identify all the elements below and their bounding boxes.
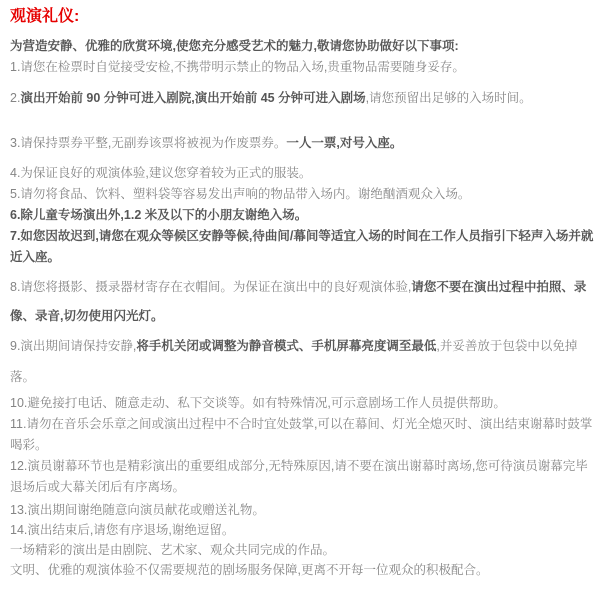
bold-text-run: 为营造安静、优雅的欣赏环境,使您充分感受艺术的魅力,敬请您协助做好以下事项: <box>10 39 459 53</box>
item-2 <box>10 88 594 109</box>
text-run: ,请您预留出足够的入场时间。 <box>365 91 532 105</box>
text-run: 2. <box>10 91 21 105</box>
bold-text-run: 7.如您因故迟到,请您在观众等候区安静等候,待曲间/幕间等适宜入场的时间在工作人员指引下轻声入场并就近入座。 <box>10 229 594 264</box>
page-title: 观演礼仪: <box>10 8 80 25</box>
text-run: 11.请勿在音乐会乐章之间或演出过程中不合时宜处鼓掌,可以在幕间、灯光全熄灭时、演出结束谢幕时鼓掌喝彩。 <box>10 417 593 452</box>
text-run: 1.请您在检票时自觉接受安检,不携带明示禁止的物品入场,贵重物品需要随身妥存。 <box>10 60 465 74</box>
text-run: 文明、优雅的观演体验不仅需要规范的剧场服务保障,更离不开每一位观众的积极配合。 <box>10 563 489 577</box>
text-run: 4.为保证良好的观演体验,建议您穿着较为正式的服装。 <box>10 166 312 180</box>
item-3 <box>10 133 594 154</box>
text-run: 3.请保持票券平整,无副券该票将被视为作废票券。 <box>10 136 287 150</box>
text-run: 一场精彩的演出是由剧院、艺术家、观众共同完成的作品。 <box>10 543 336 557</box>
item-5 <box>10 184 594 205</box>
item-10 <box>10 393 594 414</box>
closing-1 <box>10 540 594 560</box>
text-run: 14.演出结束后,请您有序退场,谢绝逗留。 <box>10 523 235 537</box>
bold-text-run: 演出开始前 90 分钟可进入剧院,演出开始前 45 分钟可进入剧场 <box>20 91 366 105</box>
item-11 <box>10 414 594 456</box>
item-14 <box>10 520 594 540</box>
paragraph-list <box>10 36 594 580</box>
item-7 <box>10 226 594 268</box>
item-1 <box>10 57 594 78</box>
bold-text-run: 一人一票,对号入座。 <box>286 136 403 150</box>
text-run: 8.请您将摄影、摄录器材寄存在衣帽间。为保证在演出中的良好观演体验, <box>10 280 412 294</box>
text-run: 13.演出期间谢绝随意向演员献花或赠送礼物。 <box>10 503 265 517</box>
bold-text-run: 请您不要在演出过程中拍照、录像、录音,切勿使用闪光灯。 <box>10 280 587 323</box>
intro <box>10 36 594 57</box>
text-run: ,并妥善放于包袋中以免掉落。 <box>10 339 578 384</box>
item-6 <box>10 205 594 226</box>
bold-text-run: 6.除儿童专场演出外,1.2 米及以下的小朋友谢绝入场。 <box>10 208 308 222</box>
item-9 <box>10 331 594 393</box>
text-run: 12.演员谢幕环节也是精彩演出的重要组成部分,无特殊原因,请不要在演出谢幕时离场,您可待演员谢幕完毕退场后或大幕关闭后有序离场。 <box>10 459 588 494</box>
item-8 <box>10 273 594 331</box>
closing-2 <box>10 560 594 580</box>
item-4 <box>10 163 594 184</box>
text-run: 9.演出期间请保持安静, <box>10 339 137 353</box>
bold-text-run: 将手机关闭或调整为静音模式、手机屏幕亮度调至最低 <box>136 339 437 353</box>
item-12 <box>10 456 594 498</box>
item-13 <box>10 500 594 520</box>
text-run: 10.避免接打电话、随意走动、私下交谈等。如有特殊情况,可示意剧场工作人员提供帮助。 <box>10 396 506 410</box>
text-run: 5.请勿将食品、饮料、塑料袋等容易发出声响的物品带入场内。谢绝酗酒观众入场。 <box>10 187 471 201</box>
